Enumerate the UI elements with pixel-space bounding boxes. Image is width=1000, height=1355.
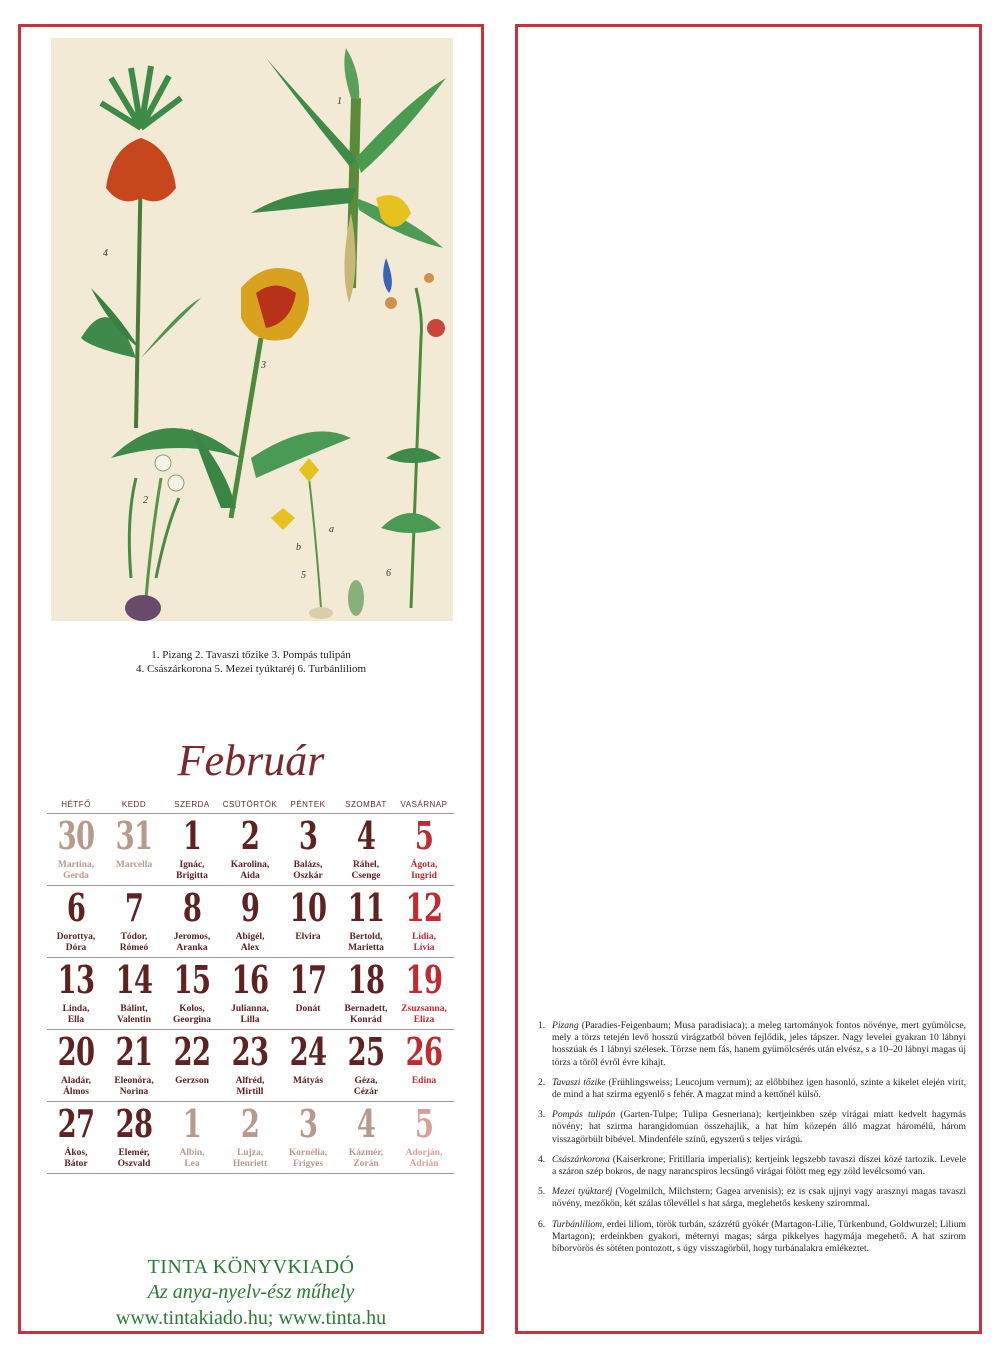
calendar-week [47,958,454,1030]
name-day: Albin, Lea [179,1148,205,1169]
weekday-label: PÉNTEK [290,800,326,809]
calendar-day [221,1102,279,1173]
note-term: Pizang [552,1020,579,1031]
crown-imperial [81,66,201,428]
calendar-day [105,1102,163,1173]
note-item [538,1020,966,1069]
day-number: 13 [57,957,95,1002]
note-body: (Vogelmilch, Milchstern; Gagea arvenisis); ez is csak ujjnyi vagy arasznyi magas tavaszi növény, mezőkön, két szálas tőlevéllel s hat sárga, meglehetős keskeny szirommal. [552,1186,966,1210]
name-day: Gerzson [175,1076,209,1086]
name-day: Kornélia, Frigyes [288,1148,328,1169]
name-day: Balázs, Oszkár [293,860,323,881]
publisher-name: TINTA KÖNYVKIADÓ [147,1256,355,1278]
day-number: 28 [115,1101,153,1146]
note-text [552,1219,966,1256]
weekday-label: HÉTFŐ [61,800,91,809]
day-number: 16 [231,957,269,1002]
day-number: 10 [289,885,327,930]
note-item [538,1154,966,1178]
name-day: Donát [295,1004,321,1014]
botanical-illustration [51,38,453,621]
day-number: 18 [347,957,385,1002]
caption-line: 4. Császárkorona 5. Mezei tyúktaréj 6. Turbánliliom [135,663,367,675]
day-number: 3 [298,813,318,858]
day-number: 24 [289,1029,327,1074]
note-number: 4. [538,1153,546,1165]
note-number: 3. [538,1109,546,1121]
calendar-day [395,814,453,885]
name-day: Géza, Cézár [353,1076,379,1097]
name-day: Linda, Ella [62,1004,90,1025]
day-number: 3 [298,1101,318,1146]
weekday-label: KEDD [121,800,147,809]
day-number: 27 [57,1101,95,1146]
day-number: 7 [124,885,144,930]
calendar-day [47,814,105,885]
name-day: Adorján, Adrián [405,1148,443,1169]
calendar-day [47,958,105,1029]
calendar-week [47,1030,454,1102]
name-day: Dorottya, Dóra [56,932,96,953]
plate-label: a [329,524,334,535]
name-day: Marcella [115,860,153,870]
weekday-label: CSÜTÖRTÖK [222,800,278,809]
name-day: Ákos, Bátor [64,1148,88,1169]
illustration-caption [21,648,481,676]
calendar-day [47,1102,105,1173]
day-number: 4 [356,813,376,858]
day-number: 1 [182,813,202,858]
name-day: Abigél, Alex [235,932,265,953]
day-number: 8 [182,885,202,930]
calendar-page [18,24,484,1334]
name-day: Bernadett, Konrád [344,1004,388,1025]
month-title: Február [177,736,325,785]
calendar-day [47,886,105,957]
calendar-day [337,886,395,957]
plate-label: 5 [301,570,306,581]
calendar-week [47,1102,454,1174]
name-day: Kolos, Georgina [173,1004,211,1025]
day-number: 22 [173,1029,211,1074]
calendar-day [105,958,163,1029]
turban-lily [348,273,445,616]
name-day: Alfréd, Mirtill [235,1076,265,1097]
note-item [538,1186,966,1210]
note-body: (Frühlingsweiss; Leucojum vernum); az előbbihez igen hasonló, szinte a kikelet elején virít, de mind a hat szirma egyenlő s fehér. A magzat mind a kettőnél külső. [552,1076,967,1101]
plate-label: 4 [103,248,108,259]
calendar-day [163,814,221,885]
note-item [538,1109,966,1146]
note-term: Mezei tyúktaréj [552,1186,613,1198]
name-day: Lídia, Lívia [411,932,437,953]
day-number: 17 [289,957,327,1002]
caption-line: 1. Pizang 2. Tavaszi tőzike 3. Pompás tulipán [151,649,351,661]
day-number: 5 [414,1101,434,1146]
plate-label: 6 [386,568,391,579]
note-number: 2. [538,1076,546,1088]
note-term: Turbánliliom [552,1218,603,1230]
plate-label: 3 [261,360,266,371]
calendar-day [279,814,337,885]
gagea-plant [271,458,333,619]
day-number: 1 [182,1101,202,1146]
snowflake-plant [125,455,184,621]
name-day: Zsuzsanna, Eliza [401,1004,447,1025]
day-number: 26 [405,1029,443,1074]
name-day: Kázmér, Zorán [348,1148,384,1169]
name-day: Edina [411,1076,437,1086]
name-day: Elemér, Oszvald [117,1148,151,1169]
calendar-day [395,1102,453,1173]
day-number: 31 [115,813,153,858]
weekday-header [47,799,454,814]
notes-page [515,24,982,1334]
weekday-label: SZOMBAT [345,800,387,809]
note-number: 1. [538,1020,546,1031]
calendar-day [395,958,453,1029]
name-day: Elvira [295,932,321,942]
calendar-day [105,1030,163,1101]
day-number: 20 [57,1029,95,1074]
day-number: 15 [173,957,211,1002]
calendar-day [105,886,163,957]
day-number: 11 [347,885,385,930]
note-text [552,1020,966,1069]
calendar-day [279,958,337,1029]
calendar-day [337,814,395,885]
calendar-day [395,886,453,957]
name-day: Bertold, Marietta [348,932,384,953]
publisher-url: www.tintakiado.hu; www.tinta.hu [115,1307,387,1329]
tulip [111,268,351,518]
note-term: Császárkorona [552,1153,610,1165]
day-number: 2 [240,813,260,858]
calendar-day [221,1030,279,1101]
note-body: , erdei liliom, török turbán, százrétű gyökér (Martagon-Lilie, Türkenbund, Goldwurzel; Lilium Martagon); erdeinkben gyakori, méternyi magas; sárga pikkelyes hagymája megehető. A hat szirom bíborvörös és sötéten pontozott, s úgy visszagörbül, hogy turbánalakra emlékeztet. [552,1218,966,1255]
plant-notes [538,1020,966,1263]
calendar-day [47,1030,105,1101]
day-number: 25 [347,1029,385,1074]
calendar-day [279,1030,337,1101]
note-term: Tavaszi tőzike [552,1076,606,1088]
day-number: 21 [115,1029,153,1074]
note-text [552,1186,966,1210]
name-day: Karolina, Aida [230,860,270,881]
day-number: 6 [66,885,86,930]
calendar-grid [47,799,454,1174]
calendar-day [395,1030,453,1101]
name-day: Ignác, Brigitta [176,860,208,881]
note-body: (Garten-Tulpe; Tulipa Gesneriana); kertjeinkben szép virágai miatt kedvelt hagymás növény; hat szirma harangidomúan összehajlik, a hat hím közepén álló magzat háromélű, három visszagörbült bibével. Mindenféle színű, egyszerű s teljes virágú. [552,1109,966,1145]
name-day: Martina, Gerda [57,860,95,881]
name-day: Ágota, Ingrid [410,860,438,881]
day-number: 12 [405,885,443,930]
note-item [538,1077,966,1101]
plate-label: 2 [143,495,148,506]
name-day: Lujza, Henriett [232,1148,268,1169]
calendar-week [47,886,454,958]
note-body: (Paradies-Feigenbaum; Musa paradisiaca); a meleg tartományok fontos növénye, mert gyümölcse, mely a törzs tetején levő hosszú virágzatból böven fejlődik, jeles tápszer. Nagy levelei gyakran 10 lábnyi hosszúak és 1 lábnyi szélesek. Törzse nem fás, hanem gyümölcsérés után elvész, s a 10–20 lábnyi magas új törzs a tőről évről évre kihajt. [552,1020,966,1068]
publisher-motto: Az anya-nyelv-ész műhely [147,1281,355,1303]
name-day: Julianna, Lilla [231,1004,269,1025]
note-number: 6. [538,1218,546,1230]
name-day: Eleonóra, Norina [114,1076,154,1097]
calendar-day [337,1030,395,1101]
day-number: 14 [115,957,153,1002]
calendar-day [163,886,221,957]
calendar-day [279,886,337,957]
banana-plant [251,48,446,303]
note-text [552,1109,966,1146]
name-day: Tódor, Rómeó [119,932,149,953]
day-number: 19 [405,957,443,1002]
name-day: Jeromos, Aranka [173,932,211,953]
note-term: Pompás tulipán [552,1109,616,1121]
note-item [538,1219,966,1256]
calendar-weeks [47,814,454,1174]
calendar-day [337,958,395,1029]
calendar-day [105,814,163,885]
note-text [552,1077,966,1101]
calendar-week [47,814,454,886]
day-number: 9 [240,885,260,930]
day-number: 5 [414,813,434,858]
calendar-day [221,958,279,1029]
calendar-day [279,1102,337,1173]
note-body: (Kaiserkrone; Fritillaria imperialis); kertjeink legszebb tavaszi díszei közé tartozik. Levele a száron szép bokros, de nagy narancspiros lecsüngő virágai fölött meg egy zöld levélcsomó van. [552,1153,966,1178]
note-text [552,1154,966,1178]
calendar-day [163,1030,221,1101]
calendar-day [337,1102,395,1173]
note-number: 5. [538,1186,546,1198]
calendar-day [221,814,279,885]
day-number: 30 [57,813,95,858]
weekday-label: VASÁRNAP [400,800,448,809]
weekday-label: SZERDA [174,800,210,809]
day-number: 2 [240,1101,260,1146]
name-day: Bálint, Valentin [117,1004,151,1025]
name-day: Aladár, Álmos [60,1076,91,1097]
name-day: Ráhel, Csenge [351,860,381,881]
flower-plate-drawing [51,38,453,621]
day-number: 4 [356,1101,376,1146]
calendar-day [163,1102,221,1173]
name-day: Mátyás [292,1076,324,1086]
publisher-block [21,1255,481,1331]
calendar-day [221,886,279,957]
plate-label: 1 [337,96,342,107]
calendar-day [163,958,221,1029]
day-number: 23 [231,1029,269,1074]
plate-label: b [296,542,301,553]
